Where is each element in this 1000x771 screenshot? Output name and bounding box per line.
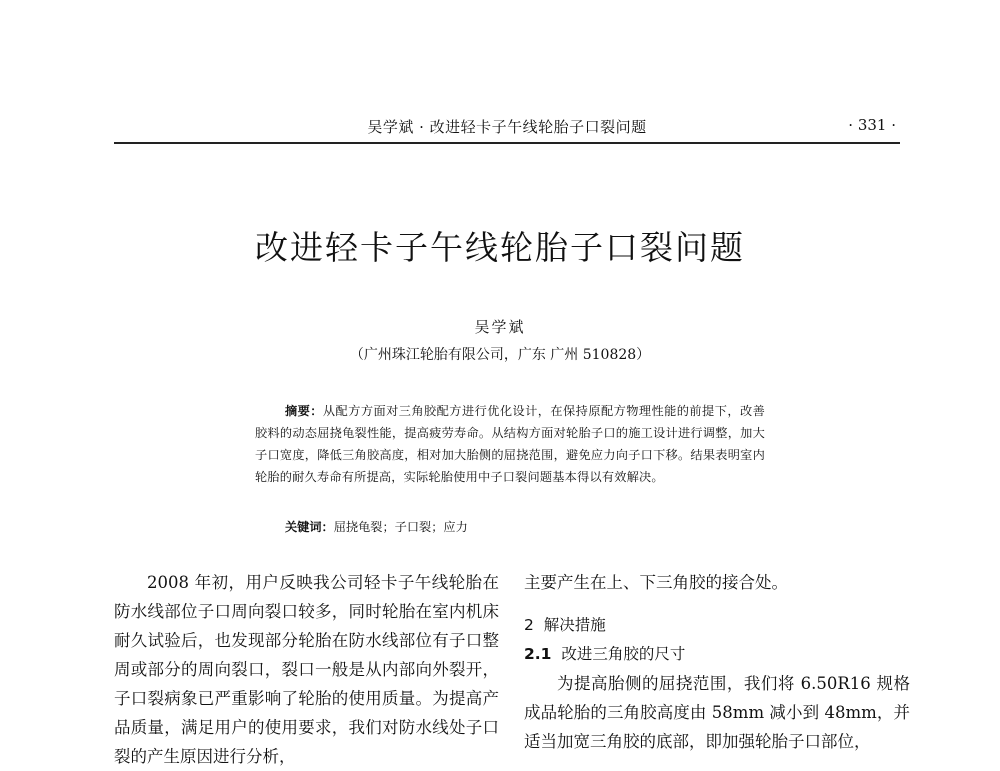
page-number: · 331 · bbox=[848, 116, 896, 134]
running-head-title: 吴学斌 · 改进轻卡子午线轮胎子口裂问题 bbox=[367, 118, 647, 136]
abstract-text: 从配方方面对三角胶配方进行优化设计，在保持原配方物理性能的前提下，改善胶料的动态屈挠龟裂性能，提高疲劳寿命。从结构方面对轮胎子口的施工设计进行调整，加大子口宽度，降低三角胶高度，相对加大胎侧的屈挠范围，避免应力向子口下移。结果表明室内轮胎的耐久寿命有所提高，实际轮胎使用中子口裂问题基本得以有效解决。 bbox=[255, 404, 765, 484]
subsection-number: 2.1 bbox=[524, 645, 552, 663]
author-affiliation: （广州珠江轮胎有限公司，广东 广州 510828） bbox=[349, 347, 651, 363]
body-paragraph-continuation: 主要产生在上、下三角胶的接合处。 bbox=[524, 573, 788, 592]
article-title: 改进轻卡子午线轮胎子口裂问题 bbox=[255, 228, 745, 267]
running-head bbox=[114, 112, 900, 144]
keywords bbox=[285, 516, 765, 538]
body-column-left bbox=[114, 568, 499, 771]
keywords-text: 屈挠龟裂；子口裂；应力 bbox=[333, 520, 468, 534]
section-title: 解决措施 bbox=[543, 616, 606, 634]
author-name: 吴学斌 bbox=[474, 318, 526, 336]
keywords-label: 关键词： bbox=[285, 520, 334, 534]
section-heading bbox=[524, 611, 910, 640]
abstract-label: 摘要： bbox=[285, 404, 323, 418]
body-paragraph: 为提高胎侧的屈挠范围，我们将 6.50R16 规格成品轮胎的三角胶高度由 58mm 减小到 48mm，并适当加宽三角胶的底部，即加强轮胎子口部位， bbox=[524, 674, 910, 751]
section-number: 2 bbox=[524, 616, 534, 634]
subsection-title: 改进三角胶的尺寸 bbox=[561, 645, 686, 663]
body-column-right bbox=[524, 568, 910, 756]
body-paragraph: 2008 年初，用户反映我公司轻卡子午线轮胎在防水线部位子口周向裂口较多，同时轮胎在室内机床耐久试验后，也发现部分轮胎在防水线部位有子口整周或部分的周向裂口，裂口一般是从内部向外裂开，子口裂病象已严重影响了轮胎的使用质量。为提高产品质量，满足用户的使用要求，我们对防水线处子口裂的产生原因进行分析， bbox=[114, 573, 499, 766]
subsection-heading bbox=[524, 640, 910, 669]
abstract bbox=[255, 400, 765, 488]
